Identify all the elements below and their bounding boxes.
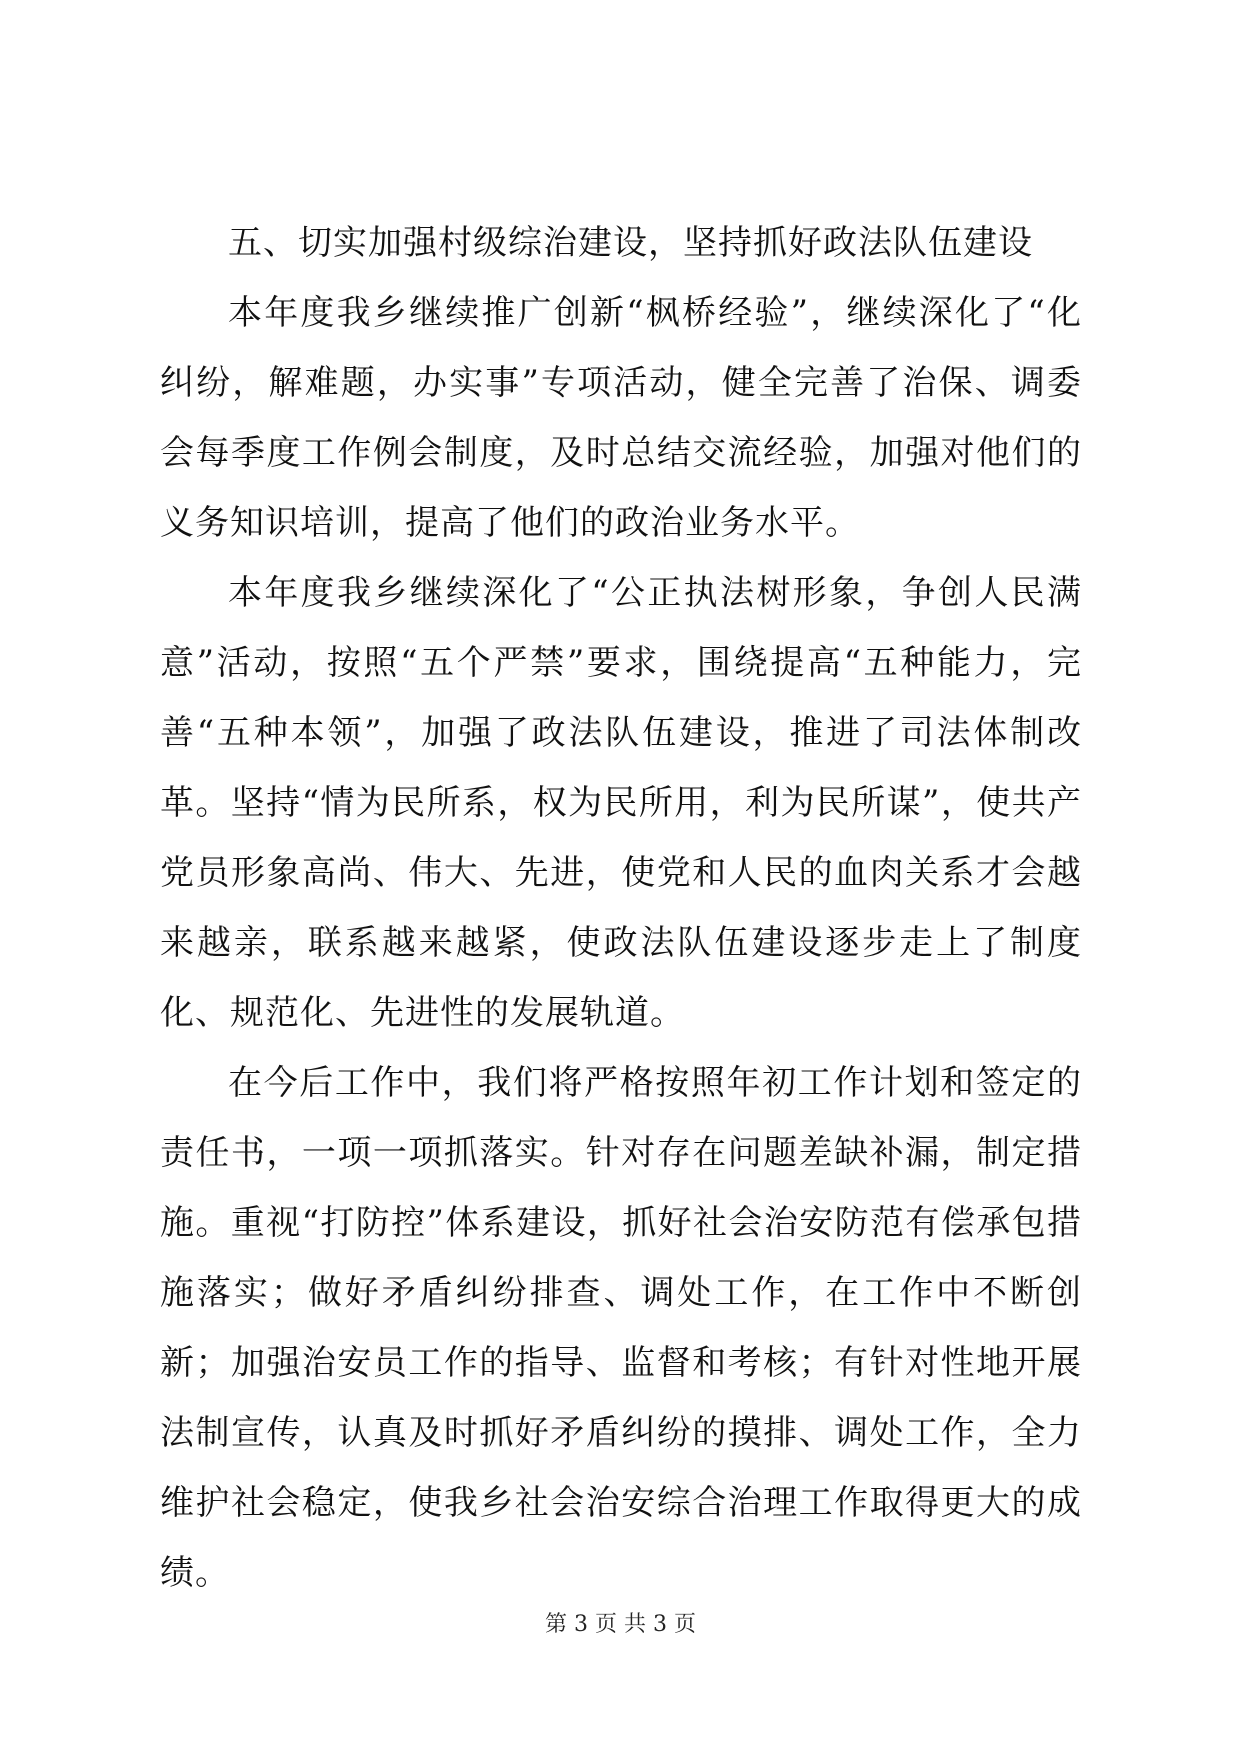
paragraph-3: 在今后工作中，我们将严格按照年初工作计划和签定的责任书，一项一项抓落实。针对存在问题差缺补漏，制定措施。重视“打防控”体系建设，抓好社会治安防范有偿承包措施落实；做好矛盾纠纷排查、调处工作，在工作中不断创新；加强治安员工作的指导、监督和考核；有针对性地开展法制宣传，认真及时抓好矛盾纠纷的摸排、调处工作，全力维护社会稳定，使我乡社会治安综合治理工作取得更大的成绩。 — [160, 1063, 1082, 1593]
section-heading: 五、切实加强村级综治建设，坚持抓好政法队伍建设 — [228, 223, 1033, 263]
paragraph-1: 本年度我乡继续推广创新“枫桥经验”，继续深化了“化纠纷，解难题，办实事”专项活动，健全完善了治保、调委会每季度工作例会制度，及时总结交流经验，加强对他们的义务知识培训，提高了他们的政治业务水平。 — [160, 293, 1082, 543]
page-footer: 第 3 页 共 3 页 — [545, 1612, 696, 1637]
paragraph-2: 本年度我乡继续深化了“公正执法树形象，争创人民满意”活动，按照“五个严禁”要求，围绕提高“五种能力，完善“五种本领”，加强了政法队伍建设，推进了司法体制改革。坚持“情为民所系，权为民所用，利为民所谋”，使共产党员形象高尚、伟大、先进，使党和人民的血肉关系才会越来越亲，联系越来越紧，使政法队伍建设逐步走上了制度化、规范化、先进性的发展轨道。 — [160, 573, 1082, 1033]
document-body — [160, 208, 1082, 1608]
